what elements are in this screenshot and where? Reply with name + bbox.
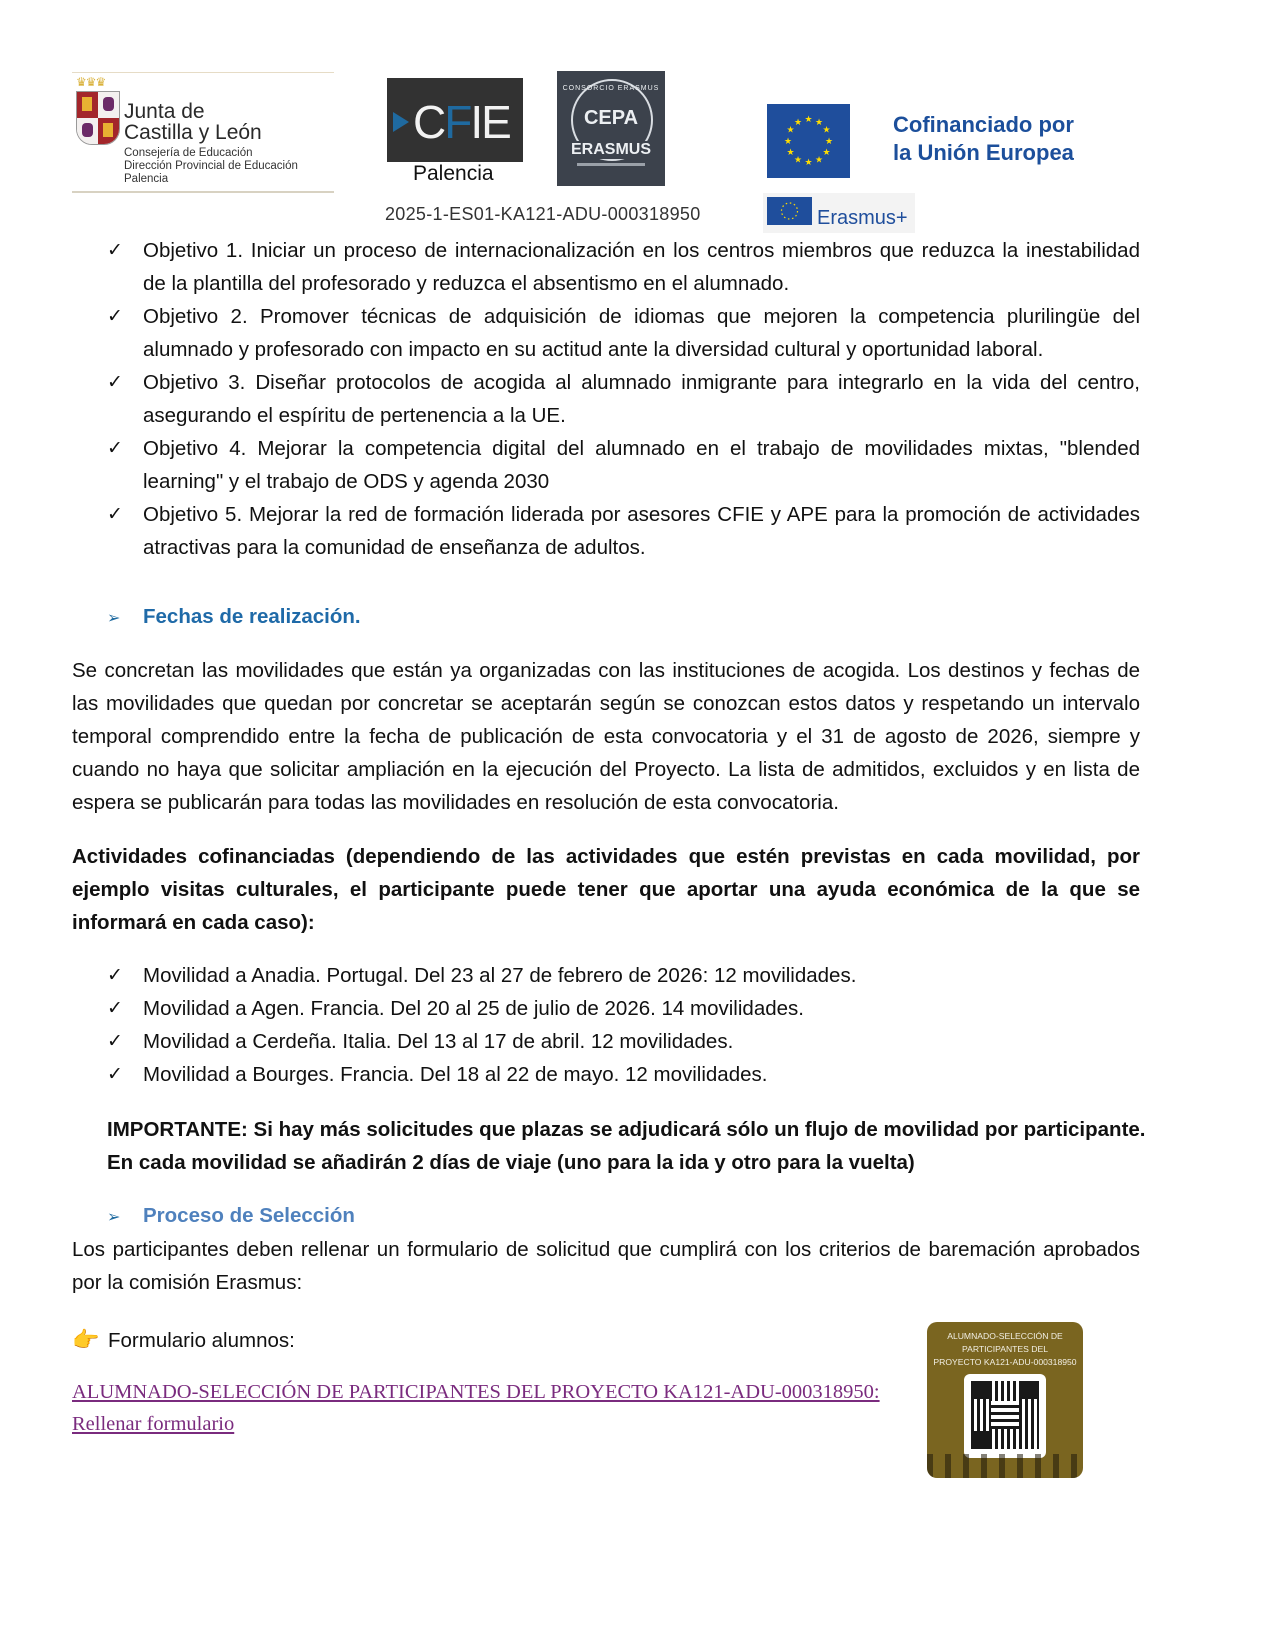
check-icon: ✓ [107,1064,123,1085]
check-icon: ✓ [107,438,123,459]
check-icon: ✓ [107,1031,123,1052]
qr-code-icon[interactable] [964,1374,1046,1458]
form-label-row [72,1323,295,1357]
svg-text:★: ★ [824,137,834,147]
arrow-bullet-icon: ➢ [107,1209,121,1226]
coat-of-arms-icon [76,91,120,145]
check-icon: ✓ [107,965,123,986]
mobility-item: ✓ Movilidad a Anadia. Portugal. Del 23 al 27 de febrero de 2026: 12 movilidades. [107,959,1140,992]
svg-text:★: ★ [793,118,803,128]
fechas-paragraph: Se concretan las movilidades que están ya organizadas con las instituciones de acogida. Los destinos y fechas de las movilidades que quedan por concretar se aceptarán según se conozcan estos datos y respetando un intervalo temporal comprendido entre la fecha de publicación de esta convocatoria y el 31 de agosto de 2026, siempre y cuando no haya que solicitar ampliación en la ejecución del Proyecto. La lista de admitidos, excluidos y en lista de espera se publicarán para todas las movilidades en resolución de esta convocatoria. [72,659,1140,814]
svg-text:★: ★ [822,148,831,158]
activities-intro: Actividades cofinanciadas (dependiendo de las actividades que estén previstas en cada movilidad, por ejemplo visitas culturales, el participante puede tener que aportar una ayuda económica de la que se informará en cada caso): [72,845,1140,934]
objective-item: ✓ Objetivo 1. Iniciar un proceso de internacionalización en los centros miembros que reduzca la inestabilidad de la plantilla del profesorado y reduzca el absentismo en el alumnado. [107,234,1140,300]
form-link[interactable] [72,1376,912,1440]
svg-text:★: ★ [783,137,793,147]
form-label: Formulario alumnos: [108,1329,295,1352]
eu-flag-small-icon [767,197,812,225]
mobility-item: ✓ Movilidad a Bourges. Francia. Del 18 al 22 de mayo. 12 movilidades. [107,1058,1140,1091]
mobility-item: ✓ Movilidad a Cerdeña. Italia. Del 13 al 17 de abril. 12 movilidades. [107,1025,1140,1058]
arrow-bullet-icon: ➢ [107,610,121,627]
pointing-hand-icon: 👉 [72,1327,100,1352]
jcyl-line1: Junta de [124,100,205,123]
cepa-underline [577,163,645,166]
play-triangle-icon [393,112,409,132]
svg-text:★: ★ [814,118,824,128]
project-code: 2025-1-ES01-KA121-ADU-000318950 [385,204,701,224]
check-icon: ✓ [107,240,123,261]
cepa-erasmus-logo [557,71,665,186]
seleccion-paragraph: Los participantes deben rellenar un formulario de solicitud que cumplirá con los criterios de baremación aprobados por la comisión Erasmus: [72,1238,1140,1294]
important-notice [107,1113,1147,1179]
section-heading-fechas: ➢ Fechas de realización. [107,600,361,635]
cepa-subtitle: ERASMUS [557,141,665,159]
jcyl-line4: Dirección Provincial de Educación [124,160,298,172]
check-icon: ✓ [107,504,123,525]
jcyl-line3: Consejería de Educación [124,147,253,159]
cfie-city: Palencia [413,162,494,185]
erasmus-plus-label: Erasmus+ [817,207,908,229]
svg-text:★: ★ [822,125,831,136]
form-link-line2[interactable]: Rellenar formulario [72,1413,235,1435]
section-heading-seleccion: ➢ Proceso de Selección [107,1199,355,1234]
eu-line2: la Unión Europea [893,140,1074,165]
eu-cofinanced-logo [767,104,1107,180]
svg-text:★: ★ [786,148,795,158]
cepa-title: CEPA [583,107,639,129]
check-icon: ✓ [107,306,123,327]
cfie-word: CFIE [413,96,510,148]
jcyl-line2: Castilla y León [124,121,262,144]
svg-text:★: ★ [814,155,824,166]
cfie-palencia-logo [387,78,523,186]
objective-item: ✓ Objetivo 4. Mejorar la competencia digital del alumnado en el trabajo de movilidades mixtas, "blended learning" y el trabajo de ODS y agenda 2030 [107,432,1140,498]
raised-hands-illustration [927,1454,1083,1478]
objectives-list [107,234,1140,564]
qr-caption-line3: PROYECTO KA121-ADU-000318950 [933,1357,1077,1367]
svg-text:★: ★ [804,158,813,168]
objective-item: ✓ Objetivo 3. Diseñar protocolos de acogida al alumnado inmigrante para integrarlo en la vida del centro, asegurando el espíritu de pertenencia a la UE. [107,366,1140,432]
objective-item: ✓ Objetivo 2. Promover técnicas de adquisición de idiomas que mejoren la competencia plurilingüe del alumnado y profesorado con impacto en su actitud ante la diversidad cultural y oportunidad laboral. [107,300,1140,366]
svg-text:★: ★ [793,155,803,166]
mobilities-list [107,959,1140,1091]
eu-flag-icon [767,104,850,178]
qr-code-card[interactable] [927,1322,1083,1478]
jcyl-line5: Palencia [124,173,169,185]
form-link-line1[interactable]: ALUMNADO-SELECCIÓN DE PARTICIPANTES DEL PROYECTO KA121-ADU-000318950: [72,1381,880,1403]
qr-caption-line1: ALUMNADO-SELECCIÓN DE [947,1331,1063,1341]
svg-text:★: ★ [804,115,813,125]
eu-line1: Cofinanciado por [893,112,1074,137]
check-icon: ✓ [107,372,123,393]
mobility-item: ✓ Movilidad a Agen. Francia. Del 20 al 25 de julio de 2026. 14 movilidades. [107,992,1140,1025]
important-line2: En cada movilidad se añadirán 2 días de viaje (uno para la ida y otro para la vuelta) [107,1151,915,1174]
cepa-arc-text: CONSORCIO ERASMUS [562,85,660,92]
erasmus-plus-logo [763,193,915,233]
junta-castilla-leon-logo [72,72,334,193]
check-icon: ✓ [107,998,123,1019]
qr-caption-line2: PARTICIPANTES DEL [962,1344,1048,1354]
svg-text:★: ★ [786,125,795,136]
crown-icon: ♛♛♛ [76,75,106,89]
important-line1: IMPORTANTE: Si hay más solicitudes que plazas se adjudicará sólo un flujo de movilidad por participante. [107,1118,1146,1141]
objective-item: ✓ Objetivo 5. Mejorar la red de formación liderada por asesores CFIE y APE para la promoción de actividades atractivas para la comunidad de enseñanza de adultos. [107,498,1140,564]
